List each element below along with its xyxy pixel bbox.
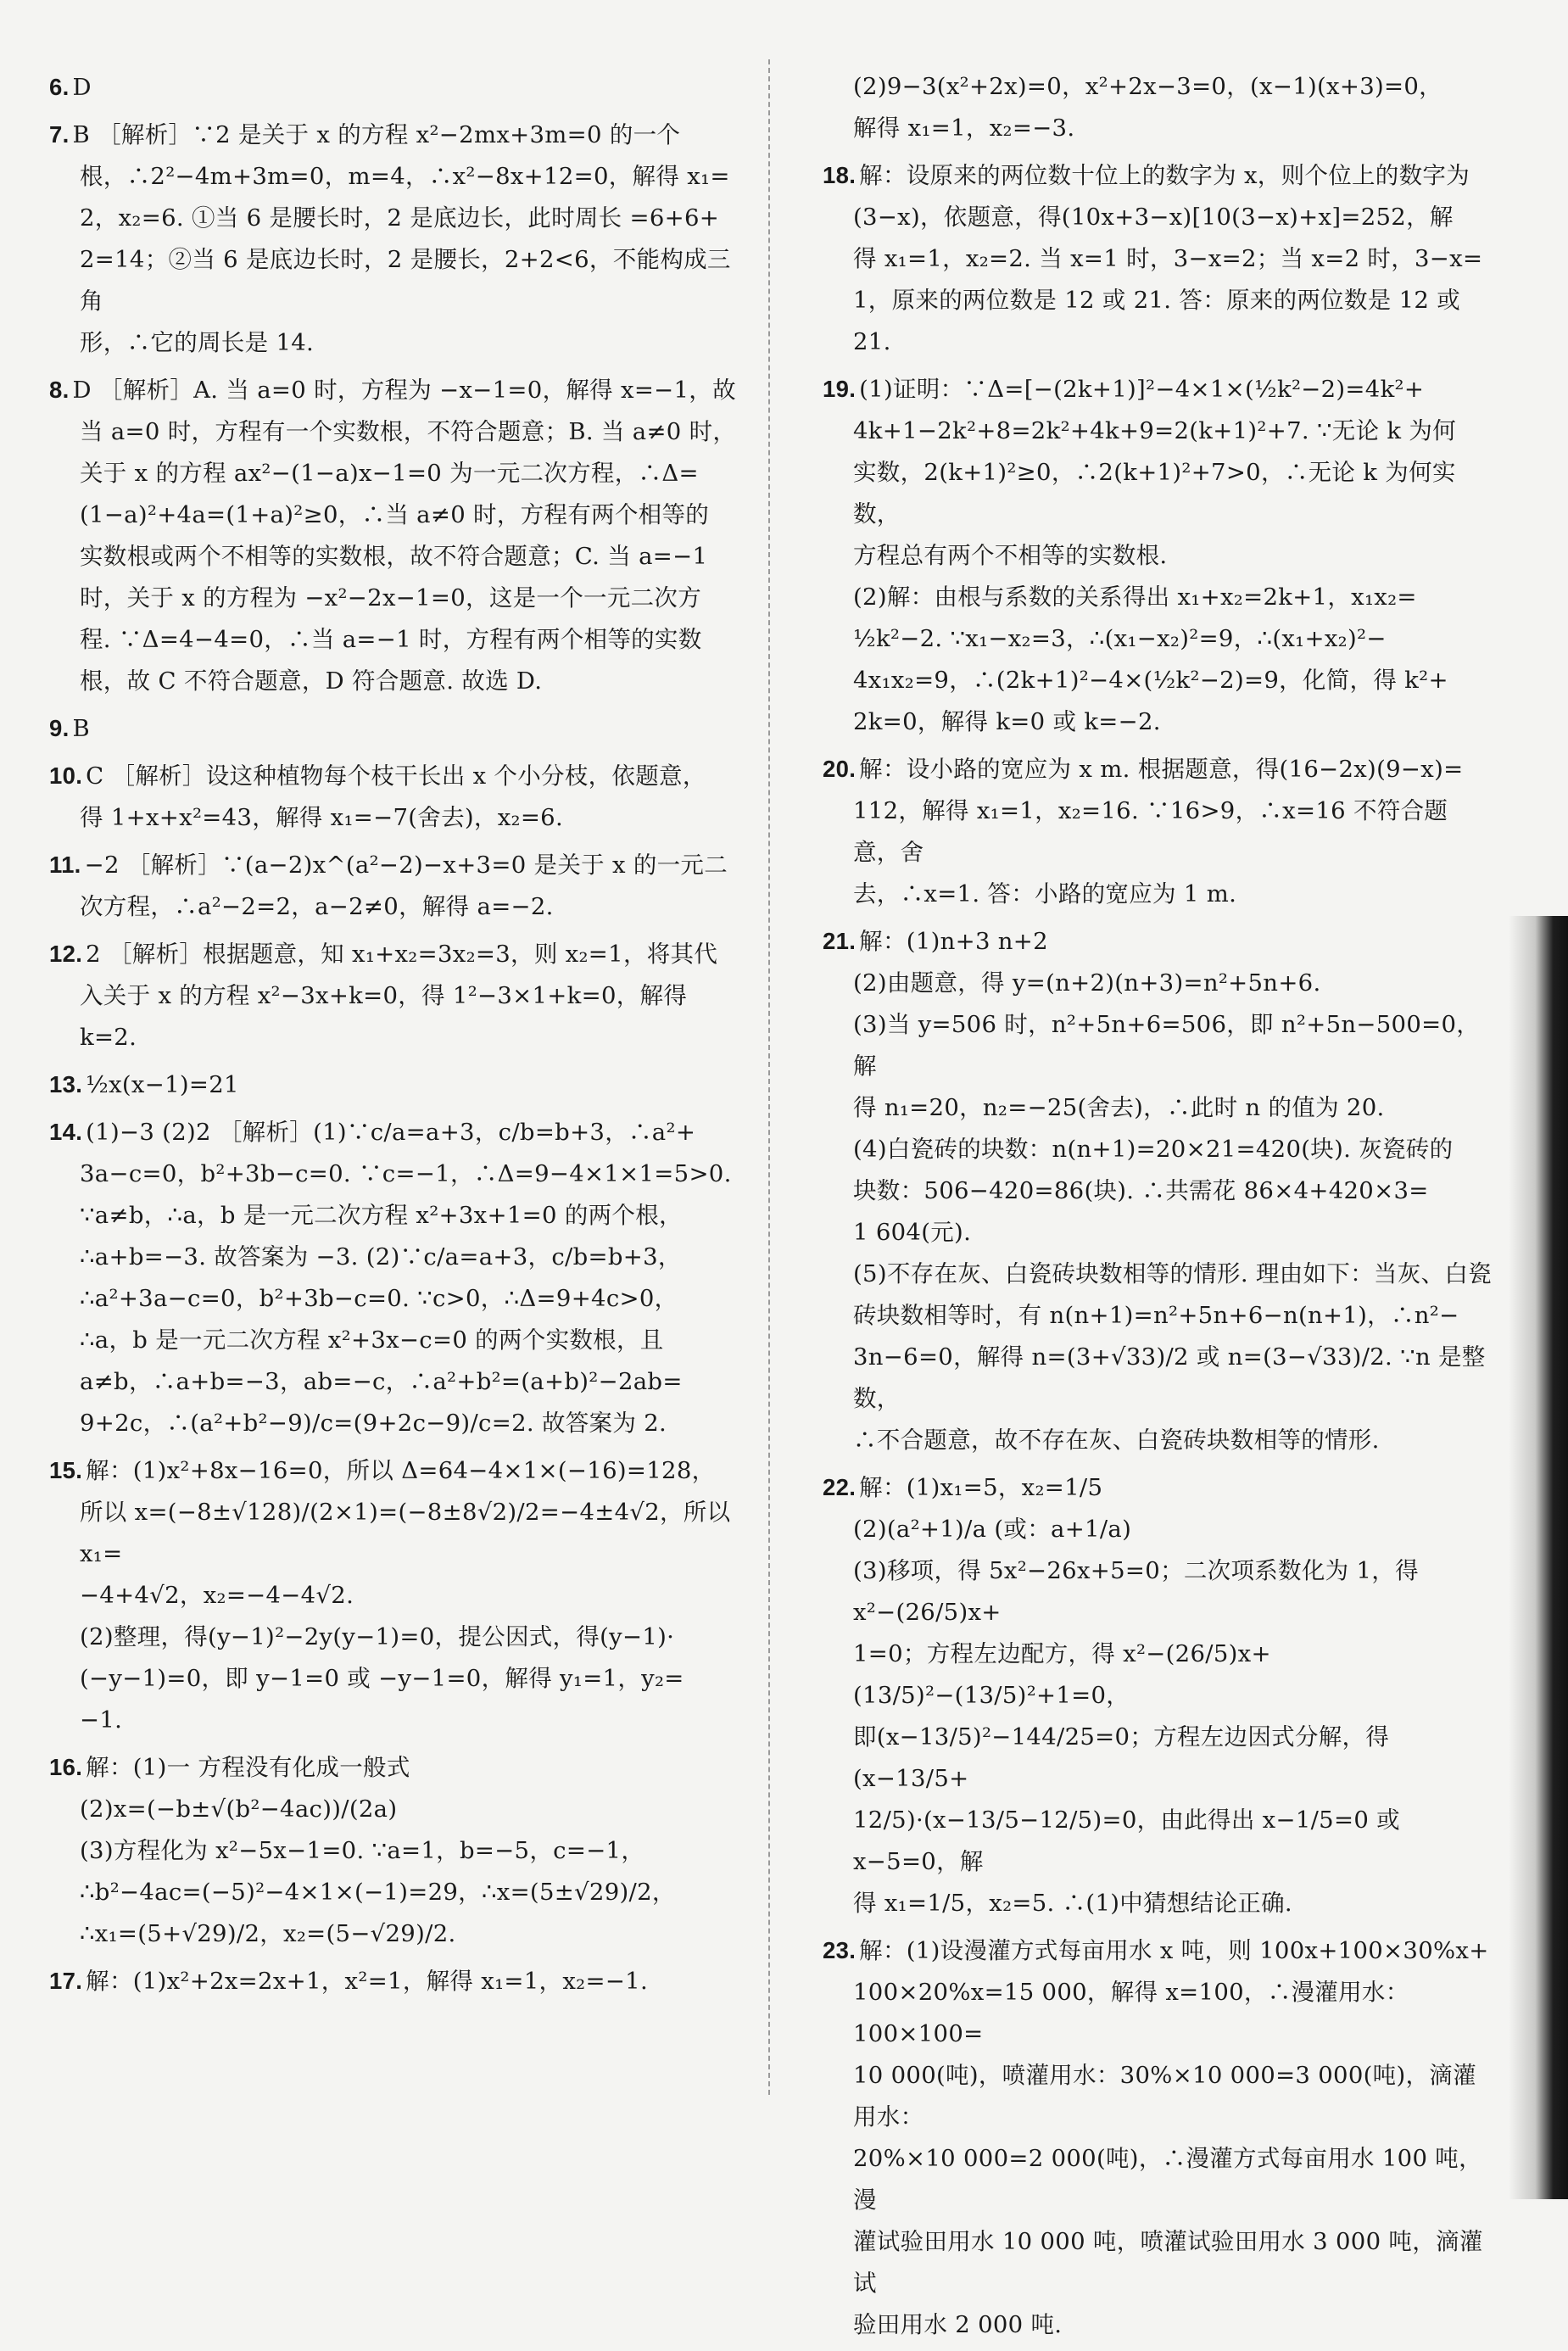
question-number: 8. bbox=[49, 377, 70, 403]
question-number: 12. bbox=[49, 941, 83, 967]
answer-text: 程. ∵Δ=4−4=0，∴当 a=−1 时，方程有两个相等的实数 bbox=[80, 626, 702, 653]
question-number: 21. bbox=[823, 928, 857, 954]
answer-text: 验田用水 2 000 吨. bbox=[853, 2311, 1063, 2338]
answer-line bbox=[823, 748, 1493, 790]
right-column bbox=[823, 66, 1493, 2351]
answer-text: 10 000(吨)，喷灌用水：30%×10 000=3 000(吨)，滴灌用水： bbox=[853, 2062, 1476, 2130]
answer-line bbox=[49, 578, 745, 619]
answer-text: 4x₁x₂=9，∴(2k+1)²−4×(½k²−2)=9，化简，得 k²+ bbox=[853, 667, 1448, 694]
answer-text: ∴a+b=−3. 故答案为 −3. (2)∵c/a=a+3，c/b=b+3， bbox=[80, 1243, 682, 1270]
answer-text: 实数根或两个不相等的实数根，故不符合题意；C. 当 a=−1 bbox=[80, 543, 708, 570]
answer-text: 1，原来的两位数是 12 或 21. 答：原来的两位数是 12 或 21. bbox=[853, 287, 1461, 355]
answer-text: C ［解析］设这种植物每个枝干长出 x 个小分枝，依题意， bbox=[86, 762, 706, 790]
answer-entry bbox=[823, 748, 1493, 915]
answer-text: 得 1+x+x²=43，解得 x₁=−7(舍去)，x₂=6. bbox=[80, 804, 564, 831]
answer-line bbox=[49, 661, 745, 702]
answer-line bbox=[49, 1913, 745, 1955]
question-number: 22. bbox=[823, 1474, 857, 1500]
question-number: 17. bbox=[49, 1968, 83, 1994]
answer-text: 根，∴2²−4m+3m=0，m=4，∴x²−8x+12=0，解得 x₁= bbox=[80, 163, 730, 190]
question-number: 7. bbox=[49, 121, 70, 148]
answer-line bbox=[823, 1004, 1493, 1087]
answer-text: D bbox=[72, 74, 92, 101]
answer-text: (3)当 y=506 时，n²+5n+6=506，即 n²+5n−500=0，解 bbox=[853, 1011, 1481, 1080]
answer-text: (2)(a²+1)/a (或：a+1/a) bbox=[853, 1516, 1132, 1543]
answer-line bbox=[823, 1717, 1493, 1800]
answer-line bbox=[49, 619, 745, 661]
question-number: 20. bbox=[823, 756, 857, 782]
answer-text: 得 n₁=20，n₂=−25(舍去)，∴此时 n 的值为 20. bbox=[853, 1094, 1385, 1121]
answer-line bbox=[49, 844, 745, 886]
answer-text: D ［解析］A. 当 a=0 时，方程为 −x−1=0，解得 x=−1，故 bbox=[72, 377, 736, 404]
answer-line bbox=[49, 1111, 745, 1153]
answer-text: ½x(x−1)=21 bbox=[86, 1071, 239, 1098]
answer-text: −4+4√2，x₂=−4−4√2. bbox=[80, 1582, 354, 1609]
answer-entry bbox=[49, 1064, 745, 1106]
answer-text: 解：(1)设漫灌方式每亩用水 x 吨，则 100x+100×30%x+ bbox=[859, 1937, 1489, 1964]
answer-entry bbox=[49, 707, 745, 750]
answer-line bbox=[49, 1830, 745, 1872]
answer-text: 解：设小路的宽应为 x m. 根据题意，得(16−2x)(9−x)= bbox=[859, 756, 1464, 783]
answer-text: B bbox=[72, 715, 91, 742]
answer-line bbox=[49, 1449, 745, 1492]
answer-text: (2)9−3(x²+2x)=0，x²+2x−3=0，(x−1)(x+3)=0， bbox=[853, 73, 1442, 100]
answer-line bbox=[49, 1492, 745, 1575]
answer-text: 实数，2(k+1)²≥0，∴2(k+1)²+7>0，∴无论 k 为何实数， bbox=[853, 459, 1456, 528]
answer-text: ∴不合题意，故不存在灰、白瓷砖块数相等的情形. bbox=[853, 1427, 1380, 1454]
answer-line bbox=[49, 1960, 745, 2002]
answer-text: 解：设原来的两位数十位上的数字为 x，则个位上的数字为 bbox=[859, 162, 1470, 189]
answer-line bbox=[49, 1017, 745, 1058]
answer-line bbox=[49, 1320, 745, 1361]
answer-line bbox=[49, 114, 745, 156]
answer-text: 12/5)·(x−13/5−12/5)=0，由此得出 x−1/5=0 或 x−5=0，解 bbox=[853, 1807, 1400, 1875]
answer-text: ½k²−2. ∵x₁−x₂=3，∴(x₁−x₂)²=9，∴(x₁+x₂)²− bbox=[853, 625, 1387, 652]
answer-line bbox=[823, 1129, 1493, 1170]
column-divider bbox=[768, 59, 770, 2095]
answer-line bbox=[49, 755, 745, 797]
answer-text: k=2. bbox=[80, 1024, 137, 1051]
left-column bbox=[49, 66, 745, 2008]
answer-text: 关于 x 的方程 ax²−(1−a)x−1=0 为一元二次方程，∴Δ= bbox=[80, 460, 699, 487]
question-number: 9. bbox=[49, 715, 70, 741]
answer-line bbox=[49, 1575, 745, 1617]
question-number: 14. bbox=[49, 1119, 83, 1145]
answer-line bbox=[823, 368, 1493, 410]
answer-line bbox=[823, 577, 1493, 618]
answer-line bbox=[49, 1617, 745, 1658]
answer-text: ∴x₁=(5+√29)/2，x₂=(5−√29)/2. bbox=[80, 1920, 456, 1947]
question-number: 13. bbox=[49, 1071, 83, 1097]
answer-line bbox=[823, 1254, 1493, 1295]
answer-text: 解：(1)x₁=5，x₂=1/5 bbox=[859, 1474, 1103, 1501]
answer-line bbox=[49, 886, 745, 928]
answer-text: 4k+1−2k²+8=2k²+4k+9=2(k+1)²+7. ∵无论 k 为何 bbox=[853, 417, 1457, 444]
question-number: 10. bbox=[49, 762, 83, 789]
question-number: 23. bbox=[823, 1937, 857, 1963]
answer-text: 2，x₂=6. ①当 6 是腰长时，2 是底边长，此时周长 =6+6+ bbox=[80, 204, 720, 232]
answer-line bbox=[49, 1361, 745, 1403]
answer-line bbox=[823, 1800, 1493, 1883]
answer-text: −2 ［解析］∵(a−2)x^(a²−2)−x+3=0 是关于 x 的一元二 bbox=[84, 852, 728, 879]
answer-text: 2k=0，解得 k=0 或 k=−2. bbox=[853, 708, 1161, 735]
answer-text: 灌试验田用水 10 000 吨，喷灌试验田用水 3 000 吨，滴灌试 bbox=[853, 2228, 1483, 2297]
answer-text: 解：(1)x²+8x−16=0，所以 Δ=64−4×1×(−16)=128， bbox=[86, 1457, 716, 1484]
answer-text: 所以 x=(−8±√128)/(2×1)=(−8±8√2)/2=−4±4√2，所以 x₁= bbox=[80, 1499, 731, 1567]
answer-line bbox=[823, 618, 1493, 660]
answer-line bbox=[49, 1153, 745, 1195]
answer-line bbox=[49, 66, 745, 109]
answer-line bbox=[823, 280, 1493, 363]
answer-line bbox=[823, 1087, 1493, 1129]
answer-text: 解：(1)一 方程没有化成一般式 bbox=[86, 1754, 410, 1781]
answer-text: 1=0；方程左边配方，得 x²−(26/5)x+(13/5)²−(13/5)²+1=0， bbox=[853, 1640, 1271, 1709]
answer-text: (1)−3 (2)2 ［解析］(1)∵c/a=a+3，c/b=b+3，∴a²+ bbox=[86, 1119, 696, 1146]
answer-line bbox=[49, 411, 745, 453]
answer-line bbox=[823, 963, 1493, 1004]
answer-line bbox=[823, 920, 1493, 963]
answer-line bbox=[49, 1278, 745, 1320]
answer-line bbox=[49, 1195, 745, 1237]
answer-text: ∵a≠b，∴a，b 是一元二次方程 x²+3x+1=0 的两个根， bbox=[80, 1202, 683, 1229]
answer-text: 得 x₁=1/5，x₂=5. ∴(1)中猜想结论正确. bbox=[853, 1890, 1292, 1917]
answer-line bbox=[823, 1295, 1493, 1337]
answer-entry bbox=[49, 1960, 745, 2002]
answer-line bbox=[823, 238, 1493, 280]
answer-text: 2 ［解析］根据题意，知 x₁+x₂=3x₂=3，则 x₂=1，将其代 bbox=[86, 941, 718, 968]
answer-entry bbox=[823, 66, 1493, 149]
answer-text: 解得 x₁=1，x₂=−3. bbox=[853, 114, 1075, 142]
question-number: 11. bbox=[49, 852, 81, 878]
answer-entry bbox=[823, 1929, 1493, 2346]
answer-line bbox=[823, 1170, 1493, 1212]
answer-line bbox=[823, 1212, 1493, 1254]
answer-text: 1 604(元). bbox=[853, 1219, 972, 1246]
answer-text: 即(x−13/5)²−144/25=0；方程左边因式分解，得(x−13/5+ bbox=[853, 1723, 1390, 1792]
answer-text: 方程总有两个不相等的实数根. bbox=[853, 542, 1168, 569]
answer-text: 112，解得 x₁=1，x₂=16. ∵16>9，∴x=16 不符合题意，舍 bbox=[853, 797, 1448, 866]
answer-text: 9+2c，∴(a²+b²−9)/c=(9+2c−9)/c=2. 故答案为 2. bbox=[80, 1410, 667, 1437]
answer-entry bbox=[49, 1111, 745, 1444]
answer-line bbox=[823, 1883, 1493, 1924]
answer-line bbox=[823, 1337, 1493, 1420]
answer-text: a≠b，∴a+b=−3，ab=−c，∴a²+b²=(a+b)²−2ab= bbox=[80, 1368, 683, 1395]
answer-entry bbox=[49, 1449, 745, 1741]
answer-line bbox=[823, 410, 1493, 452]
answer-line bbox=[823, 66, 1493, 108]
answer-text: (4)白瓷砖的块数：n(n+1)=20×21=420(块). 灰瓷砖的 bbox=[853, 1136, 1454, 1163]
answer-line bbox=[823, 660, 1493, 701]
answer-line bbox=[823, 2304, 1493, 2346]
answer-line bbox=[823, 197, 1493, 238]
answer-line bbox=[49, 1872, 745, 1913]
answer-line bbox=[823, 1420, 1493, 1461]
answer-entry bbox=[49, 114, 745, 364]
answer-text: (2)整理，得(y−1)²−2y(y−1)=0，提公因式，得(y−1)· bbox=[80, 1623, 675, 1650]
answer-line bbox=[49, 933, 745, 975]
answer-text: 3a−c=0，b²+3b−c=0. ∵c=−1，∴Δ=9−4×1×1=5>0. bbox=[80, 1160, 732, 1187]
answer-line bbox=[49, 322, 745, 364]
answer-line bbox=[823, 701, 1493, 743]
answer-text: 得 x₁=1，x₂=2. 当 x=1 时，3−x=2；当 x=2 时，3−x= bbox=[853, 245, 1483, 272]
answer-text: 块数：506−420=86(块). ∴共需花 86×4+420×3= bbox=[853, 1177, 1429, 1204]
answer-line bbox=[823, 1929, 1493, 1972]
answer-text: (2)x=(−b±√(b²−4ac))/(2a) bbox=[80, 1795, 398, 1823]
answer-line bbox=[49, 797, 745, 839]
answer-text: −1. bbox=[80, 1706, 123, 1734]
answer-line bbox=[49, 369, 745, 411]
answer-text: (−y−1)=0，即 y−1=0 或 −y−1=0，解得 y₁=1，y₂= bbox=[80, 1665, 684, 1692]
answer-text: (3−x)，依题意，得(10x+3−x)[10(3−x)+x]=252，解 bbox=[853, 204, 1454, 231]
answer-entry bbox=[49, 369, 745, 702]
answer-line bbox=[823, 1972, 1493, 2055]
answer-line bbox=[49, 453, 745, 494]
page-edge-shadow bbox=[1509, 916, 1568, 2199]
answer-line bbox=[49, 707, 745, 750]
answer-text: 100×20%x=15 000，解得 x=100，∴漫灌用水：100×100= bbox=[853, 1979, 1409, 2047]
answer-line bbox=[823, 2055, 1493, 2138]
answer-line bbox=[49, 1403, 745, 1444]
answer-text: (3)方程化为 x²−5x−1=0. ∵a=1，b=−5，c=−1， bbox=[80, 1837, 645, 1864]
answer-line bbox=[823, 1466, 1493, 1509]
answer-line bbox=[49, 1237, 745, 1278]
answer-line bbox=[49, 239, 745, 322]
answer-text: 去，∴x=1. 答：小路的宽应为 1 m. bbox=[853, 880, 1237, 907]
answer-line bbox=[823, 535, 1493, 577]
answer-line bbox=[49, 1700, 745, 1741]
answer-line bbox=[823, 2221, 1493, 2304]
answer-text: 解：(1)n+3 n+2 bbox=[859, 928, 1048, 955]
answer-text: (2)由题意，得 y=(n+2)(n+3)=n²+5n+6. bbox=[853, 969, 1321, 997]
answer-line bbox=[823, 1550, 1493, 1633]
answer-entry bbox=[49, 844, 745, 928]
answer-line bbox=[49, 1064, 745, 1106]
answer-entry bbox=[823, 920, 1493, 1461]
answer-entry bbox=[823, 368, 1493, 743]
answer-line bbox=[823, 1633, 1493, 1717]
answer-line bbox=[49, 1746, 745, 1789]
answer-entry bbox=[823, 154, 1493, 363]
answer-line bbox=[823, 874, 1493, 915]
answer-text: ∴b²−4ac=(−5)²−4×1×(−1)=29，∴x=(5±√29)/2， bbox=[80, 1879, 676, 1906]
question-number: 6. bbox=[49, 74, 70, 100]
answer-text: (1)证明：∵Δ=[−(2k+1)]²−4×1×(½k²−2)=4k²+ bbox=[859, 376, 1425, 403]
answer-entry bbox=[49, 1746, 745, 1955]
question-number: 19. bbox=[823, 376, 857, 402]
answer-text: 时，关于 x 的方程为 −x²−2x−1=0，这是一个一元二次方 bbox=[80, 584, 702, 611]
answer-line bbox=[49, 1789, 745, 1830]
answer-line bbox=[823, 1509, 1493, 1550]
question-number: 15. bbox=[49, 1457, 83, 1483]
question-number: 16. bbox=[49, 1754, 83, 1780]
answer-text: 3n−6=0，解得 n=(3+√33)/2 或 n=(3−√33)/2. ∵n 是整数， bbox=[853, 1343, 1486, 1412]
answer-line bbox=[823, 108, 1493, 149]
answer-text: 当 a=0 时，方程有一个实数根，不符合题意；B. 当 a≠0 时， bbox=[80, 418, 737, 445]
answer-line bbox=[49, 494, 745, 536]
answer-entry bbox=[49, 66, 745, 109]
answer-text: 解：(1)x²+2x=2x+1，x²=1，解得 x₁=1，x₂=−1. bbox=[86, 1968, 648, 1995]
answer-text: (3)移项，得 5x²−26x+5=0；二次项系数化为 1，得 x²−(26/5)x+ bbox=[853, 1557, 1419, 1626]
answer-line bbox=[49, 156, 745, 198]
answer-text: ∴a²+3a−c=0，b²+3b−c=0. ∵c>0，∴Δ=9+4c>0， bbox=[80, 1285, 678, 1312]
answer-entry bbox=[49, 933, 745, 1058]
answer-text: B ［解析］∵2 是关于 x 的方程 x²−2mx+3m=0 的一个 bbox=[72, 121, 681, 148]
answer-entry bbox=[49, 755, 745, 839]
answer-text: (5)不存在灰、白瓷砖块数相等的情形. 理由如下：当灰、白瓷 bbox=[853, 1260, 1492, 1287]
answer-text: (2)解：由根与系数的关系得出 x₁+x₂=2k+1，x₁x₂= bbox=[853, 584, 1417, 611]
answer-line bbox=[49, 975, 745, 1017]
answer-text: 次方程，∴a²−2=2，a−2≠0，解得 a=−2. bbox=[80, 893, 554, 920]
question-number: 18. bbox=[823, 162, 857, 188]
answer-entry bbox=[823, 1466, 1493, 1924]
answer-line bbox=[49, 198, 745, 239]
answer-line bbox=[823, 790, 1493, 874]
answer-text: (1−a)²+4a=(1+a)²≥0，∴当 a≠0 时，方程有两个相等的 bbox=[80, 501, 710, 528]
answer-line bbox=[49, 1658, 745, 1700]
answer-text: 形，∴它的周长是 14. bbox=[80, 329, 315, 356]
answer-line bbox=[823, 452, 1493, 535]
answer-text: ∴a，b 是一元二次方程 x²+3x−c=0 的两个实数根，且 bbox=[80, 1326, 664, 1354]
answer-text: 2=14；②当 6 是底边长时，2 是腰长，2+2<6，不能构成三角 bbox=[80, 246, 731, 315]
answer-text: 砖块数相等时，有 n(n+1)=n²+5n+6−n(n+1)，∴n²− bbox=[853, 1302, 1459, 1329]
answer-line bbox=[823, 154, 1493, 197]
answer-line bbox=[823, 2138, 1493, 2221]
answer-line bbox=[49, 536, 745, 578]
answer-text: 20%×10 000=2 000(吨)，∴漫灌方式每亩用水 100 吨，漫 bbox=[853, 2145, 1482, 2214]
answer-text: 入关于 x 的方程 x²−3x+k=0，得 1²−3×1+k=0，解得 bbox=[80, 982, 688, 1009]
answer-text: 根，故 C 不符合题意，D 符合题意. 故选 D. bbox=[80, 667, 543, 695]
